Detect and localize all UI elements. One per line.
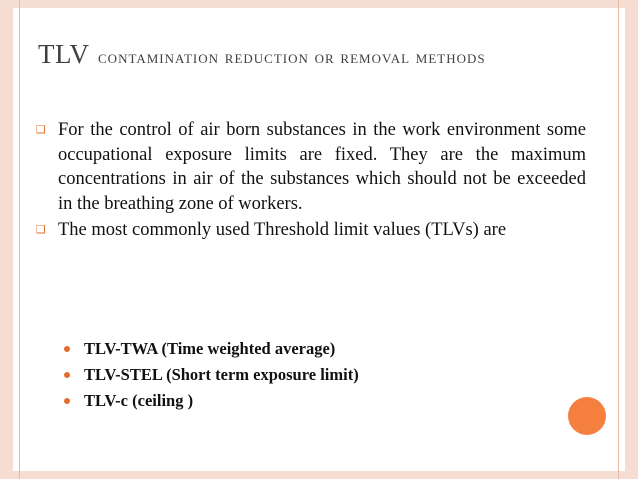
slide-inner-right-line [618,0,619,479]
sub-bullet-item [64,336,359,362]
slide-border-bottom [0,471,638,479]
hollow-square-bullet-icon: ❑ [36,123,46,136]
bullet-text: The most commonly used Threshold limit values (TLVs) are [58,220,507,240]
bullet-item [36,218,586,243]
sub-bullet-text: TLV-TWA (Time weighted average) [84,339,336,358]
slide-title-part1: TLV [38,39,90,69]
slide-title [38,34,578,76]
bullet-list [36,118,586,245]
bullet-item [36,118,586,216]
hollow-square-bullet-icon: ❑ [36,223,46,236]
orange-dot-icon [64,372,70,378]
slide-inner-left-line [19,0,20,479]
slide-border-left [0,0,13,479]
sub-bullet-item [64,388,359,414]
sub-bullet-item [64,362,359,388]
slide-border-top [0,0,638,8]
slide-title-part2: contamination reduction or removal methods [98,47,486,68]
slide-border-right [625,0,638,479]
sub-bullet-text: TLV-c (ceiling ) [84,391,194,410]
sub-bullet-list [64,336,359,414]
orange-dot-icon [64,346,70,352]
sub-bullet-text: TLV-STEL (Short term exposure limit) [84,365,359,384]
decorative-orange-circle [568,397,606,435]
bullet-text: For the control of air born substances in the work environment some occupational exposure limits are fixed. They are the maximum concentrations in air of the substances which should not be exceeded in the breathing zone of workers. [58,120,586,214]
orange-dot-icon [64,398,70,404]
